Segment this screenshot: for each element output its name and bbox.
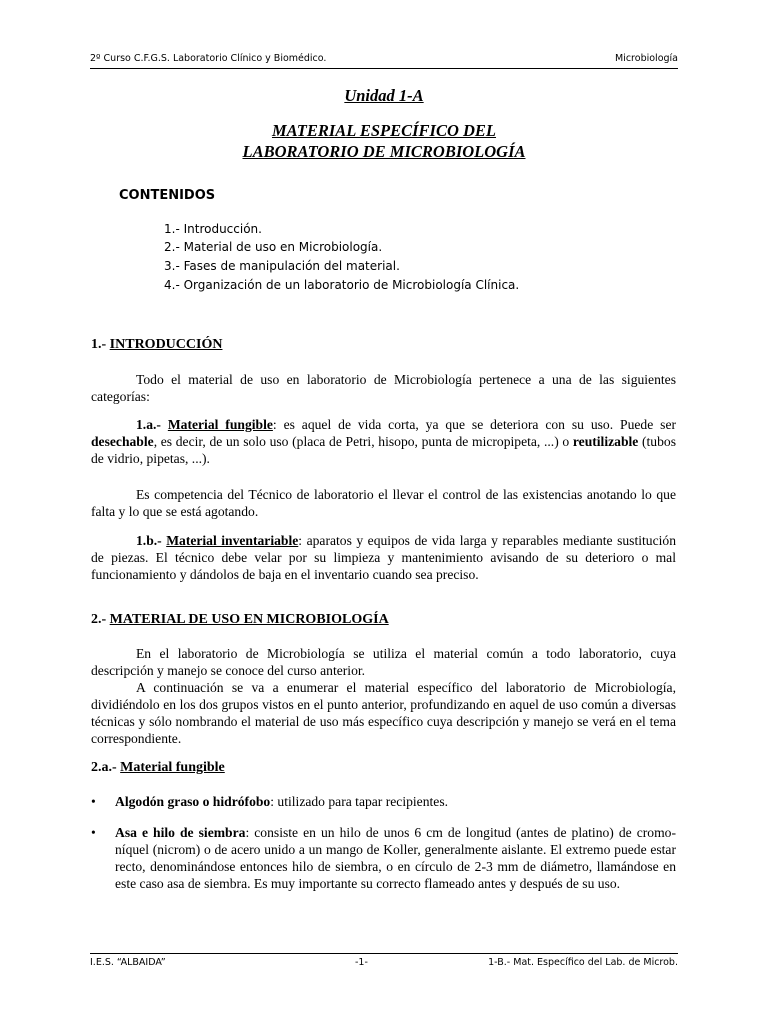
bullet-text: : utilizado para tapar recipientes. [270,794,449,809]
term-material-inventariable: Material inventariable [166,533,299,548]
unit-title: Unidad 1-A [344,86,424,105]
paragraph-text: , es decir, de un solo uso (placa de Petri, hisopo, punta de micropipeta, ...) o [153,434,573,449]
section-title: INTRODUCCIÓN [109,337,223,352]
toc-item: 4.- Organización de un laboratorio de Microbiología Clínica. [164,278,520,292]
section-heading-material [91,612,389,628]
paragraph-fungible [91,416,676,467]
footer-school: I.E.S. “ALBAIDA” [90,957,166,968]
page-header [90,52,678,69]
subsection-heading-fungible [91,760,225,776]
subsection-title: Material fungible [120,760,225,775]
paragraph-material-comun: En el laboratorio de Microbiología se utiliza el material común a todo laboratorio, cuya descripción y manejo se conoce del curso anterior. [91,646,676,678]
paragraph-text: : es aquel de vida corta, ya que se deteriora con su uso. Puede ser [272,417,677,432]
bullet-text: : consiste en un hilo de unos 6 cm de longitud (antes de platino) de cromo-níquel (nicrom) o de acero unido a un mango de Koller, generalmente aislante. El extremo puede estar recto, denominándose entonces hilo de siembra, o en círculo de 2-3 mm de diámetro, llamándose en este caso asa de siembra. Es muy importante su correcto flameado antes y después de su uso. [115,825,676,891]
paragraph-intro: Todo el material de uso en laboratorio de Microbiología pertenece a una de las siguientes categorías: [91,372,676,404]
page-number: -1- [355,957,368,968]
document-title-line-1: MATERIAL ESPECÍFICO DEL [271,121,497,140]
bullet-item [91,824,676,892]
section-title: MATERIAL DE USO EN MICROBIOLOGÍA [109,612,389,627]
bullet-term: Algodón graso o hidrófobo [115,794,271,809]
paragraph-enumeracion: A continuación se va a enumerar el material específico del laboratorio de Microbiología, dividiéndolo en los dos grupos vistos en el punto anterior, profundizando en aquel de uso común a diversas técnicas y sólo nombrando el material de uso más específico cuya descripción y manejo se verá en el tema correspondiente. [91,680,676,746]
section-number: 1.- [91,337,110,352]
header-course: 2º Curso C.F.G.S. Laboratorio Clínico y Biomédico. [90,53,327,64]
subsection-number: 2.a.- [91,760,121,775]
bullet-term: Asa e hilo de siembra [115,825,246,840]
subsection-number: 1.a.- [136,417,168,432]
header-subject: Microbiología [615,53,678,64]
page-footer [90,953,678,970]
term-desechable: desechable [91,434,154,449]
subsection-number: 1.b.- [136,533,167,548]
section-number: 2.- [91,612,110,627]
toc-item: 2.- Material de uso en Microbiología. [164,240,383,254]
bullet-icon: • [91,794,96,809]
contents-heading: CONTENIDOS [119,188,216,203]
bullet-icon: • [91,825,96,840]
toc-item: 3.- Fases de manipulación del material. [164,259,400,273]
term-reutilizable: reutilizable [572,434,639,449]
paragraph-competencia: Es competencia del Técnico de laboratorio el llevar el control de las existencias anotando lo que falta y lo que se está agotando. [91,487,676,519]
section-heading-introduction [91,337,222,353]
paragraph-inventariable [91,532,676,583]
paragraph-text: (tubos de vidrio, pipetas, ...). [91,434,676,466]
document-title-line-2: LABORATORIO DE MICROBIOLOGÍA [242,142,526,161]
toc-item: 1.- Introducción. [164,222,262,236]
bullet-item [91,793,676,810]
term-material-fungible: Material fungible [167,417,273,432]
paragraph-text: : aparatos y equipos de vida larga y reparables mediante sustitución de piezas. El técnico debe velar por su limpieza y mantenimiento avisando de su deterioro o mal funcionamiento y dándolos de baja en el inventario cuando sea preciso. [91,533,676,582]
footer-unit-ref: 1-B.- Mat. Específico del Lab. de Microb. [488,957,678,968]
